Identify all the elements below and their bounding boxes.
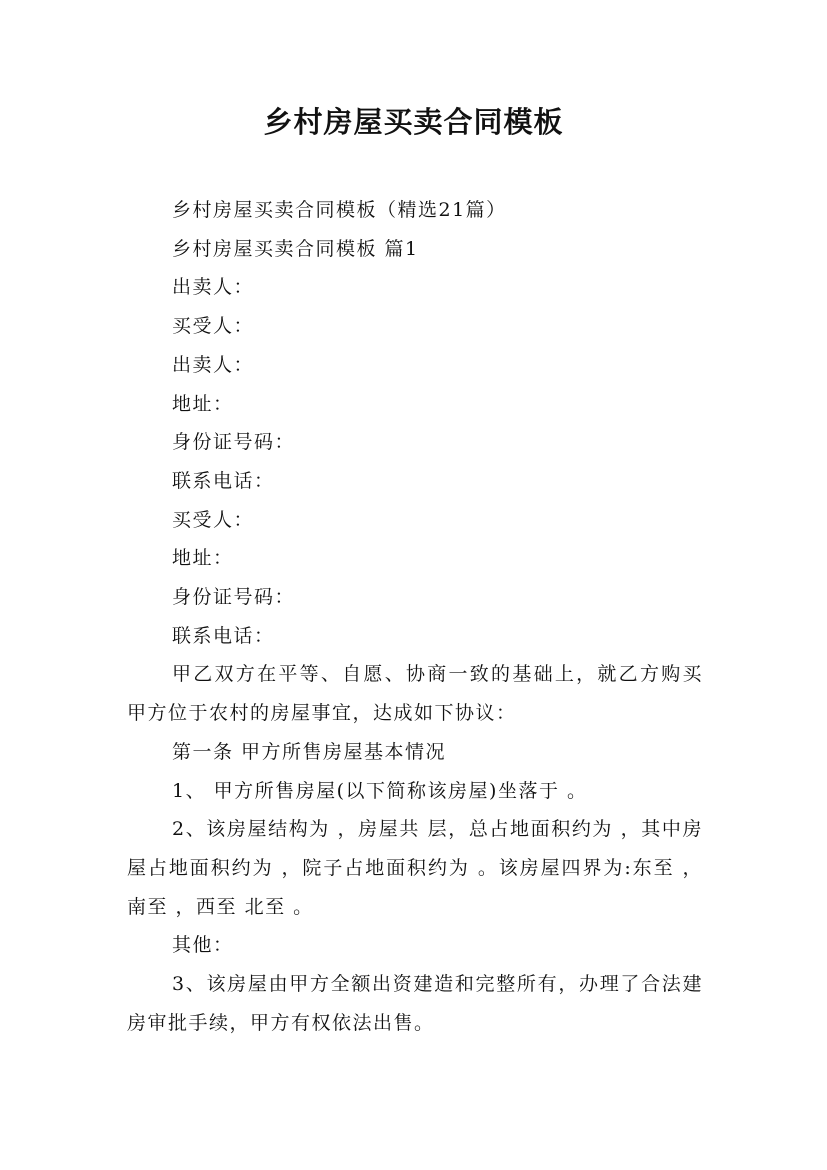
paragraph-buyer-id-number: 身份证号码： [172,586,296,609]
paragraph-buyer-phone: 联系电话： [172,624,275,647]
document-body [127,191,703,1042]
paragraph-clause-1: 1、 甲方所售房屋(以下简称该房屋)坐落于 。 [172,779,588,802]
paragraph-seller-address: 地址： [172,392,234,415]
paragraph-clause-2: 2、该房屋结构为 ，房屋共 层，总占地面积约为 ，其中房屋占地面积约为 ，院子占地面积约为 。该房屋四界为:东至 ，南至 ，西至 北至 。 [127,818,703,918]
paragraph-article-one-heading: 第一条 甲方所售房屋基本情况 [172,740,447,763]
paragraph-other: 其他： [172,934,234,957]
paragraph-seller-phone: 联系电话： [172,469,275,492]
paragraph-buyer-address: 地址： [172,547,234,570]
paragraph-seller: 出卖人： [172,276,255,299]
document-title: 乡村房屋买卖合同模板 [263,105,564,139]
paragraph-buyer: 买受人： [172,315,255,338]
paragraph-section-heading: 乡村房屋买卖合同模板 篇1 [172,237,419,260]
paragraph-clause-3: 3、该房屋由甲方全额出资建造和完整所有，办理了合法建房审批手续，甲方有权依法出售。 [127,973,703,1034]
paragraph-agreement-intro: 甲乙双方在平等、自愿、协商一致的基础上，就乙方购买甲方位于农村的房屋事宜，达成如下协议： [127,663,703,725]
paragraph-seller-label: 出卖人： [172,353,255,376]
paragraph-collection-title: 乡村房屋买卖合同模板（精选21篇） [172,199,507,221]
paragraph-seller-id-number: 身份证号码： [172,431,296,454]
paragraph-buyer-label: 买受人： [172,508,255,531]
